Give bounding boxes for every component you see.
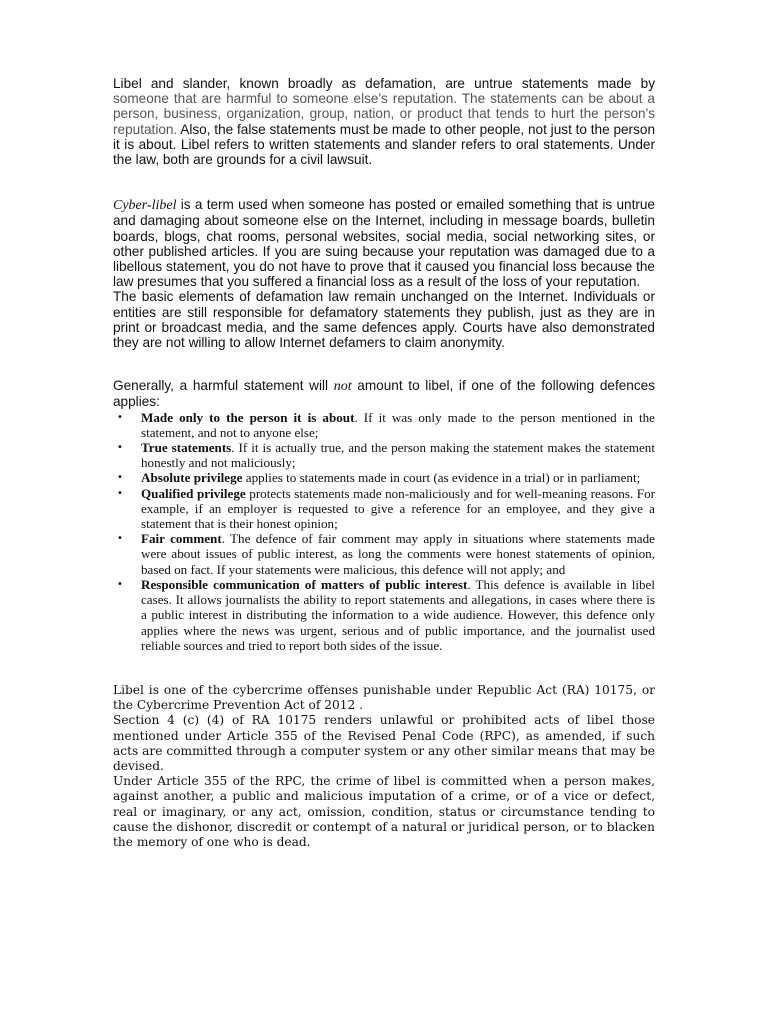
cyber-libel-term: Cyber-libel <box>113 198 177 214</box>
defence-title: Made only to the person it is about <box>141 409 355 425</box>
defences-intro-after: amount to libel, if one of the following defences applies: <box>113 378 656 410</box>
paragraph-cyber-libel <box>113 197 655 289</box>
list-item <box>113 577 655 653</box>
paragraph-defamation <box>113 76 655 167</box>
list-item <box>113 531 655 577</box>
defence-text: protects statements made non-maliciously and for well-meaning reasons. For example, if an employer is requested to give a reference for an employee, and they give a statement that is their honest opinion; <box>141 485 655 532</box>
bullet-icon: • <box>117 442 123 454</box>
defence-text: . The defence of fair comment may apply in situations where statements made were about issues of public interest, as long the comments were honest statements of opinion, based on fact. If your statements were malicious, this defence will not apply; and <box>141 531 655 577</box>
paragraph-basic-elements: The basic elements of defamation law remain unchanged on the Internet. Individuals or entities are still responsible for defamatory statements they publish, just as they are in print or broadcast media, and the same defences apply. Courts have also demonstrated they are not willing to allow Internet defamers to claim anonymity. <box>113 289 655 351</box>
paragraph-defamation-part-a: Libel and slander, known broadly as defamation, are untrue statements made by <box>113 76 655 91</box>
defence-title: Qualified privilege <box>141 485 246 501</box>
defences-intro-before: Generally, a harmful statement will <box>113 378 329 394</box>
document-page <box>113 76 655 850</box>
bullet-icon: • <box>117 487 123 499</box>
defence-title: Absolute privilege <box>141 470 243 486</box>
paragraph-defamation-part-c: Also, the false statements must be made to other people, not just to the person it is about. Libel refers to written statements and slander refers to oral statements. Under the law, both are grounds for a civil lawsuit. <box>113 121 656 168</box>
defence-title: True statements <box>141 440 232 456</box>
defence-text: . This defence is available in libel cases. It allows journalists the ability to report statements and allegations, in cases where there is a public interest in distributing the information to a wide audience. However, this defence only applies where the news was urgent, serious and of public importance, and the journalist used reliable sources and tried to report both sides of the issue. <box>141 576 655 653</box>
list-item <box>113 470 655 485</box>
paragraph-section-4: Section 4 (c) (4) of RA 10175 renders unlawful or prohibited acts of libel those mentioned under Article 355 of the Revised Penal Code (RPC), as amended, if such acts are committed through a computer system or any other similar means that may be devised. <box>113 713 655 773</box>
paragraph-defamation-part-b: someone that are harmful to someone else's reputation. The statements can be about a person, business, organization, group, nation, or product that tends to hurt the person's reputation. <box>113 91 655 137</box>
list-item <box>113 440 655 470</box>
defences-intro-emphasis: not <box>333 379 352 395</box>
defence-text: . If it is actually true, and the person making the statement makes the statement honestly and not maliciously; <box>141 440 655 471</box>
defence-text: . If it was only made to the person mentioned in the statement, and not to anyone else; <box>141 409 655 440</box>
list-item <box>113 410 655 440</box>
defence-text: applies to statements made in court (as evidence in a trial) or in parliament; <box>242 470 641 486</box>
defences-list <box>113 410 655 653</box>
paragraph-defences-intro <box>113 378 655 409</box>
bullet-icon: • <box>117 411 123 423</box>
bullet-icon: • <box>117 533 123 545</box>
cyber-libel-text: is a term used when someone has posted or emailed something that is untrue and damaging about someone else on the Internet, including in message boards, bulletin boards, blogs, chat rooms, personal websites, social media, social networking sites, or other published articles. If you are suing because your reputation was damaged due to a libellous statement, you do not have to prove that it caused you financial loss because the law presumes that you suffered a financial loss as a result of the loss of your reputation. <box>113 197 655 290</box>
defence-title: Responsible communication of matters of public interest <box>141 576 468 592</box>
defence-title: Fair comment <box>141 531 222 547</box>
paragraph-article-355: Under Article 355 of the RPC, the crime of libel is committed when a person makes, against another, a public and malicious imputation of a crime, or of a vice or defect, real or imaginary, or any act, omission, condition, status or circumstance tending to cause the dishonor, discredit or contempt of a natural or juridical person, or to blacken the memory of one who is dead. <box>113 774 655 849</box>
bullet-icon: • <box>117 578 123 590</box>
bullet-icon: • <box>117 472 123 484</box>
paragraph-ra-10175: Libel is one of the cybercrime offenses punishable under Republic Act (RA) 10175, or the Cybercrime Prevention Act of 2012 . <box>113 682 655 713</box>
list-item <box>113 486 655 532</box>
